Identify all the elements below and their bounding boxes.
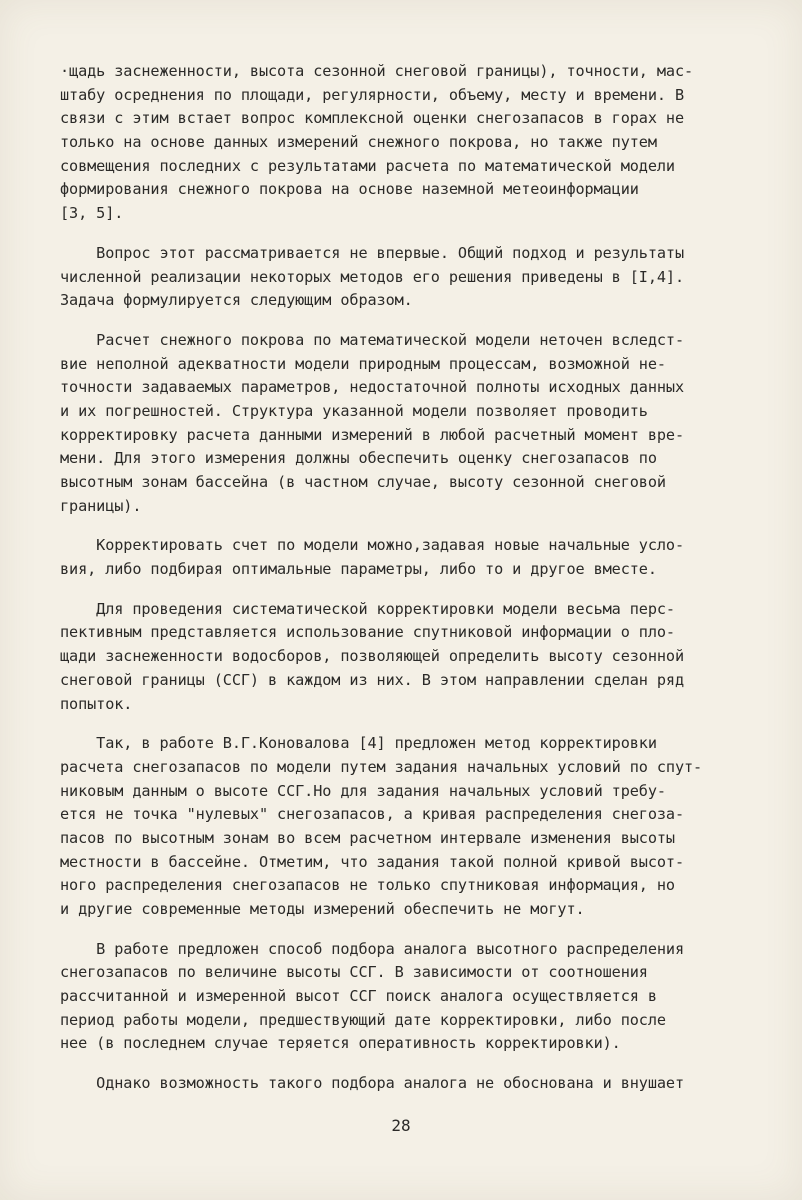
text-line: Вопрос этот рассматривается не впервые. Общий подход и результаты bbox=[60, 243, 685, 262]
text-line: период работы модели, предшествующий дате корректировки, либо после bbox=[60, 1010, 666, 1029]
text-line: нее (в последнем случае теряется оперативность корректировки). bbox=[60, 1034, 621, 1053]
text-line: никовым данным о высоте ССГ.Но для задания начальных условий требу- bbox=[60, 781, 666, 800]
text-line: ·щадь заснеженности, высота сезонной снеговой границы), точности, мас- bbox=[60, 62, 694, 80]
text-line: Расчет снежного покрова по математической модели неточен вследст- bbox=[60, 330, 685, 349]
paragraph-gap bbox=[60, 226, 748, 242]
text-line: численной реализации некоторых методов его решения приведены в [I,4]. bbox=[60, 267, 685, 286]
text-line: В работе предложен способ подбора аналога высотного распределения bbox=[60, 939, 685, 958]
text-line: ется не точка "нулевых" снегозапасов, а кривая распределения снегоза- bbox=[60, 805, 685, 824]
text-line: границы). bbox=[60, 496, 142, 515]
paragraph bbox=[60, 732, 748, 922]
text-line: попыток. bbox=[60, 694, 133, 713]
text-line: ного распределения снегозапасов не только спутниковая информация, но bbox=[60, 876, 675, 895]
text-line: и другие современные методы измерений обеспечить не могут. bbox=[60, 900, 585, 918]
body-text bbox=[60, 60, 748, 1096]
paragraph-gap bbox=[60, 716, 748, 732]
text-line: штабу осреднения по площади, регулярности, объему, месту и времени. В bbox=[60, 85, 685, 104]
text-line: только на основе данных измерений снежного покрова, но также путем bbox=[60, 133, 657, 152]
paragraph bbox=[60, 534, 748, 581]
paragraph bbox=[60, 60, 748, 226]
text-line: расчета снегозапасов по модели путем задания начальных условий по спут- bbox=[60, 757, 703, 776]
text-line: снеговой границы (ССГ) в каждом из них. В этом направлении сделан ряд bbox=[60, 670, 685, 689]
page-number: 28 bbox=[391, 1116, 411, 1135]
text-line: щади заснеженности водосборов, позволяющей определить высоту сезонной bbox=[60, 647, 685, 666]
text-line: снегозапасов по величине высоты ССГ. В зависимости от соотношения bbox=[60, 963, 648, 982]
text-line: вия, либо подбирая оптимальные параметры, либо то и другое вместе. bbox=[60, 560, 657, 579]
text-line: совмещения последних с результатами расчета по математической модели bbox=[60, 156, 675, 175]
text-line: Однако возможность такого подбора аналога не обоснована и внушает bbox=[60, 1074, 685, 1093]
paragraph bbox=[60, 242, 748, 313]
text-line: пасов по высотным зонам во всем расчетном интервале изменения высоты bbox=[60, 828, 675, 847]
paragraph-gap bbox=[60, 582, 748, 598]
text-line: местности в бассейне. Отметим, что задания такой полной кривой высот- bbox=[60, 852, 685, 871]
text-line: точности задаваемых параметров, недостаточной полноты исходных данных bbox=[60, 378, 685, 397]
text-line: рассчитанной и измеренной высот ССГ поиск аналога осуществляется в bbox=[60, 987, 657, 1006]
text-line: формирования снежного покрова на основе наземной метеоинформации bbox=[60, 180, 639, 199]
text-line: корректировку расчета данными измерений в любой расчетный момент вре- bbox=[60, 425, 685, 444]
text-line: Корректировать счет по модели можно,задавая новые начальные усло- bbox=[60, 536, 685, 555]
text-line: Для проведения систематической корректировки модели весьма перс- bbox=[60, 599, 675, 618]
paragraph-gap bbox=[60, 922, 748, 938]
text-line: связи с этим встает вопрос комплексной оценки снегозапасов в горах не bbox=[60, 109, 685, 128]
text-line: Так, в работе В.Г.Коновалова [4] предложен метод корректировки bbox=[60, 734, 657, 753]
paragraph bbox=[60, 1072, 748, 1096]
text-line: пективным представляется использование спутниковой информации о пло- bbox=[60, 623, 675, 642]
paragraph bbox=[60, 329, 748, 519]
paragraph bbox=[60, 598, 748, 716]
paragraph-gap bbox=[60, 1056, 748, 1072]
paragraph-gap bbox=[60, 313, 748, 329]
text-line: вие неполной адекватности модели природным процессам, возможной не- bbox=[60, 354, 666, 373]
text-line: мени. Для этого измерения должны обеспечить оценку снегозапасов по bbox=[60, 449, 657, 468]
text-line: высотным зонам бассейна (в частном случае, высоту сезонной снеговой bbox=[60, 473, 666, 491]
text-line: Задача формулируется следующим образом. bbox=[60, 291, 413, 310]
paragraph bbox=[60, 938, 748, 1056]
paragraph-gap bbox=[60, 518, 748, 534]
text-line: [3, 5]. bbox=[60, 204, 124, 223]
text-line: и их погрешностей. Структура указанной модели позволяет проводить bbox=[60, 401, 648, 420]
